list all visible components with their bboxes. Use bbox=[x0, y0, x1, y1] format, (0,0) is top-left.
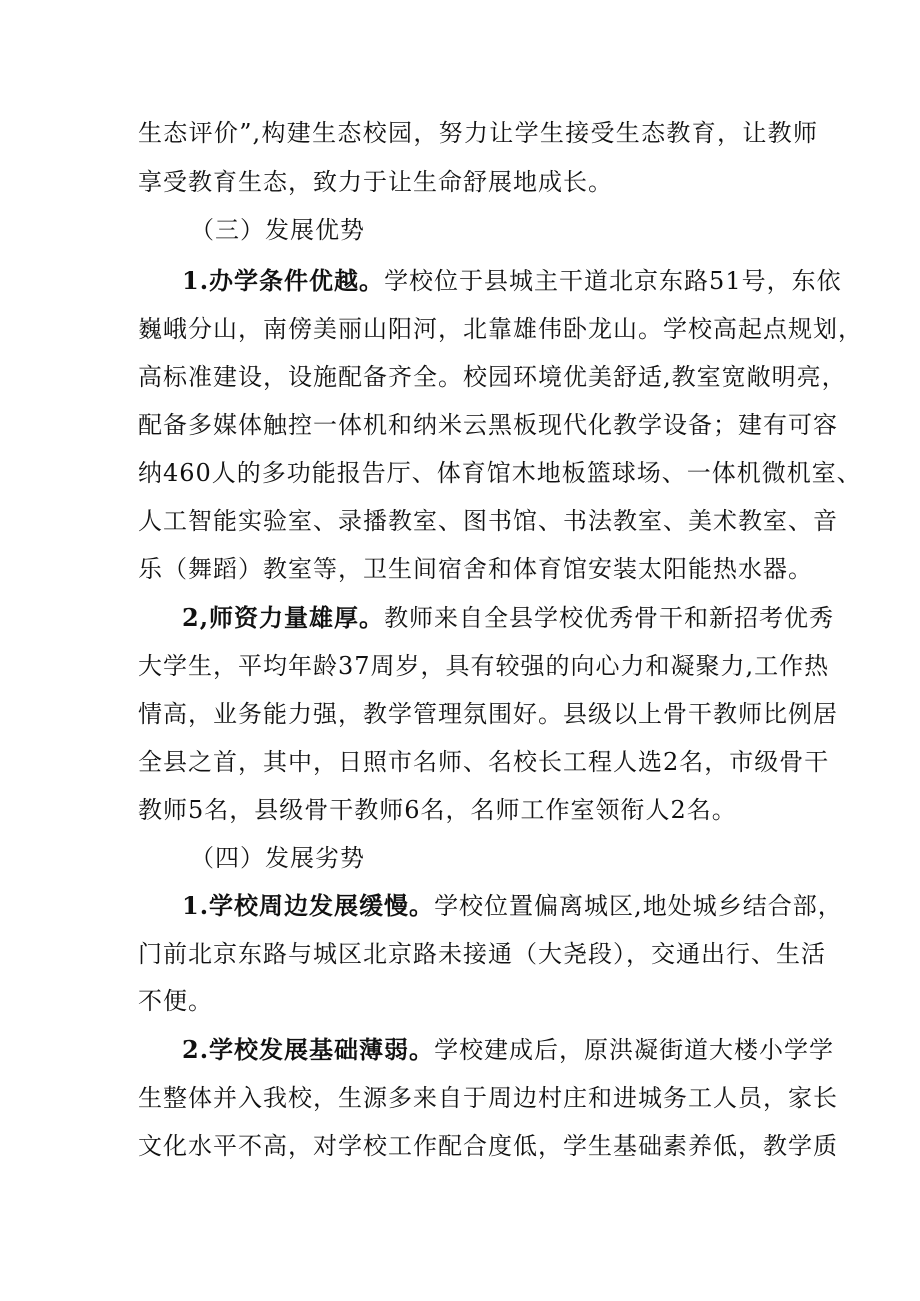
paragraph-line: 不便。 bbox=[138, 987, 213, 1015]
section-heading: （三）发展优势 bbox=[190, 216, 365, 244]
item-title: 1.学校周边发展缓慢。 bbox=[182, 891, 435, 920]
paragraph-line: 生态评价”,构建生态校园，努力让学生接受生态教育，让教师 bbox=[138, 119, 818, 147]
paragraph-line: 高标准建设，设施配备齐全。校园环境优美舒适,教室宽敞明亮， bbox=[138, 363, 847, 391]
paragraph-line: 纳460人的多功能报告厅、体育馆木地板篮球场、一体机微机室、 bbox=[138, 459, 862, 487]
list-item-first-line bbox=[182, 266, 842, 296]
paragraph-line: 教师5名，县级骨干教师6名，名师工作室领衔人2名。 bbox=[138, 796, 737, 824]
paragraph-line: 大学生，平均年龄37周岁，具有较强的向心力和凝聚力,工作热 bbox=[138, 652, 830, 680]
item-text: 学校位于县城主干道北京东路51号，东依 bbox=[384, 267, 842, 295]
paragraph-line: 情高，业务能力强，教学管理氛围好。县级以上骨干教师比例居 bbox=[138, 700, 838, 728]
paragraph-line: 享受教育生态，致力于让生命舒展地成长。 bbox=[138, 168, 613, 196]
item-title: 2,师资力量雄厚。 bbox=[182, 603, 385, 632]
item-text: 学校位置偏离城区,地处城乡结合部， bbox=[434, 892, 843, 920]
paragraph-line: 生整体并入我校，生源多来自于周边村庄和进城务工人员，家长 bbox=[138, 1084, 838, 1112]
paragraph-line: 人工智能实验室、录播教室、图书馆、书法教室、美术教室、音 bbox=[138, 507, 838, 535]
item-title: 1.办学条件优越。 bbox=[182, 266, 385, 295]
list-item-first-line bbox=[182, 1035, 835, 1065]
item-text: 学校建成后，原洪凝街道大楼小学学 bbox=[434, 1036, 835, 1064]
paragraph-line: 配备多媒体触控一体机和纳米云黑板现代化教学设备；建有可容 bbox=[138, 411, 838, 439]
section-heading: （四）发展劣势 bbox=[190, 844, 365, 872]
list-item-first-line bbox=[182, 891, 843, 921]
item-text: 教师来自全县学校优秀骨干和新招考优秀 bbox=[384, 604, 835, 632]
paragraph-line: 巍峨分山，南傍美丽山阳河，北靠雄伟卧龙山。学校高起点规划， bbox=[138, 315, 863, 343]
paragraph-line: 全县之首，其中，日照市名师、名校长工程人选2名，市级骨干 bbox=[138, 748, 830, 776]
paragraph-line: 门前北京东路与城区北京路未接通（大尧段），交通出行、生活 bbox=[138, 940, 826, 968]
paragraph-line: 乐（舞蹈）教室等，卫生间宿舍和体育馆安装太阳能热水器。 bbox=[138, 555, 813, 583]
item-title: 2.学校发展基础薄弱。 bbox=[182, 1035, 435, 1064]
paragraph-line: 文化水平不高，对学校工作配合度低，学生基础素养低，教学质 bbox=[138, 1132, 838, 1160]
list-item-first-line bbox=[182, 603, 835, 633]
